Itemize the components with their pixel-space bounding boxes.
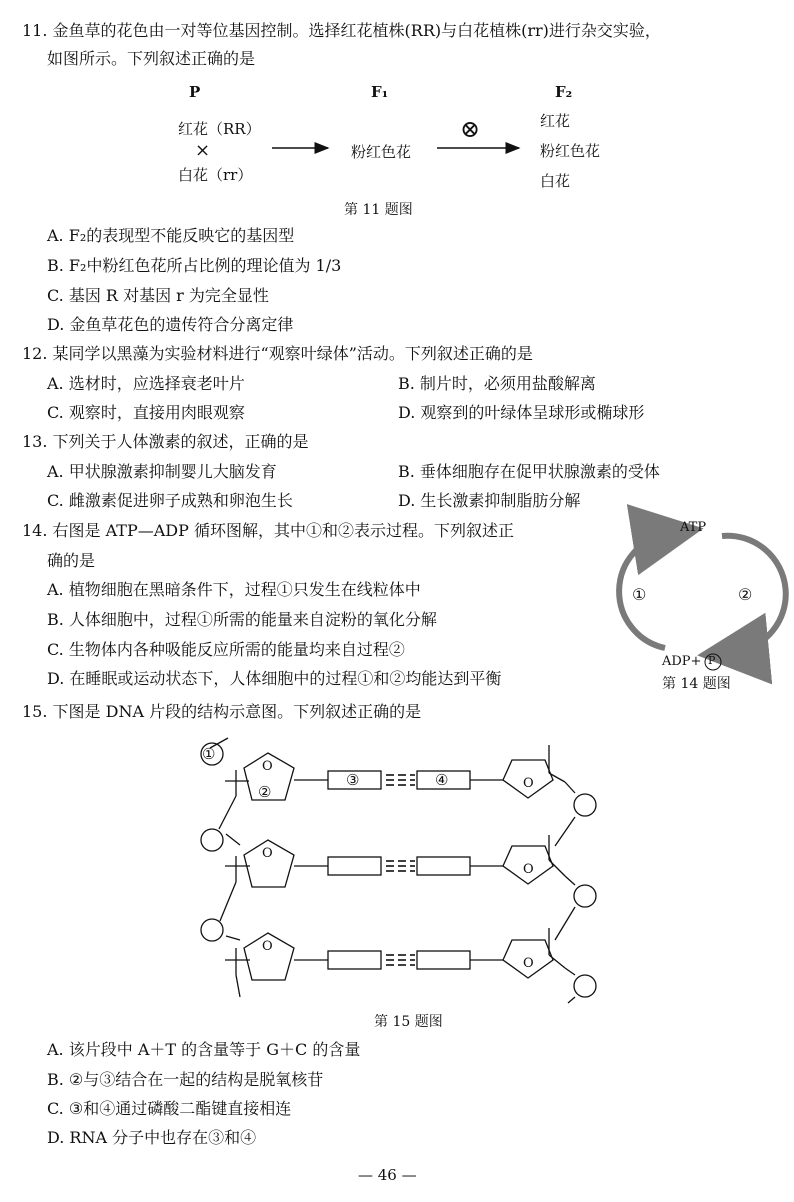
hydrogen-bonds: [386, 775, 415, 965]
sugar-oxygen: O: [262, 759, 273, 774]
phosphate-circle: [201, 829, 223, 851]
f1-label: F₁: [371, 83, 389, 101]
process-1-label: ①: [632, 585, 647, 604]
backbone-line: [220, 882, 236, 921]
q14-caption: 第 14 题图: [662, 676, 731, 692]
atp-label: ATP: [680, 520, 707, 535]
q14-stem-line2: 确的是: [47, 551, 96, 570]
q14-option-a: A. 植物细胞在黑暗条件下，过程①只发生在线粒体中: [47, 580, 421, 599]
q13-option-c: C. 雌激素促进卵子成熟和卵泡生长: [47, 491, 293, 510]
q13-stem: 13. 下列关于人体激素的叙述，正确的是: [22, 432, 309, 451]
backbone-line: [226, 834, 240, 845]
q12-stem: 12. 某同学以黑藻为实验材料进行“观察叶绿体”活动。下列叙述正确的是: [22, 344, 533, 363]
q15-stem: 15. 下图是 DNA 片段的结构示意图。下列叙述正确的是: [22, 702, 422, 721]
f2-white: 白花: [540, 172, 571, 190]
f2-label: F₂: [555, 83, 573, 101]
q14-option-d: D. 在睡眠或运动状态下，人体细胞中的过程①和②均能达到平衡: [47, 669, 502, 688]
sugar-oxygen: O: [262, 846, 273, 861]
q14-stem-line1: 14. 右图是 ATP—ADP 循环图解，其中①和②表示过程。下列叙述正: [22, 521, 514, 540]
f2-red: 红花: [540, 112, 571, 130]
q13-option-d: D. 生长激素抑制脂肪分解: [398, 491, 581, 510]
phosphate-label: P: [708, 654, 716, 667]
phosphate-circle: [201, 919, 223, 941]
backbone-line: [226, 936, 240, 940]
phosphate-circle: [574, 975, 596, 997]
base-rect: [417, 857, 470, 875]
q11-option-b: B. F₂中粉红色花所占比例的理论值为 1/3: [47, 256, 342, 275]
q14-option-c: C. 生物体内各种吸能反应所需的能量均来自过程②: [47, 640, 405, 659]
process-2-label: ②: [738, 585, 753, 604]
f1-phenotype: 粉红色花: [351, 143, 412, 161]
q15-option-b: B. ②与③结合在一起的结构是脱氧核苷: [47, 1070, 324, 1089]
page-number: — 46 —: [358, 1166, 417, 1184]
q11-caption: 第 11 题图: [344, 202, 413, 218]
q11-option-d: D. 金鱼草花色的遗传符合分离定律: [47, 315, 294, 334]
q15-option-a: A. 该片段中 A＋T 的含量等于 G＋C 的含量: [47, 1040, 361, 1059]
f2-pink: 粉红色花: [540, 142, 601, 160]
q11-option-c: C. 基因 R 对基因 r 为完全显性: [47, 286, 269, 305]
sugar-oxygen: O: [523, 956, 534, 971]
backbone-line: [565, 876, 575, 885]
backbone-line: [555, 817, 575, 846]
backbone-line: [555, 907, 575, 940]
p-red-flower: 红花（RR）: [178, 120, 261, 138]
q12-option-b: B. 制片时，必须用盐酸解离: [398, 374, 596, 393]
sugar-oxygen: O: [523, 776, 534, 791]
adp-label: ADP+: [662, 654, 702, 669]
phosphate-circle: [574, 794, 596, 816]
base-rect: [328, 857, 381, 875]
backbone-line: [565, 968, 575, 975]
selfing-symbol: ⊗: [460, 115, 481, 143]
q15-option-d: D. RNA 分子中也存在③和④: [47, 1128, 257, 1147]
cross-symbol: ×: [195, 140, 211, 161]
q13-option-b: B. 垂体细胞存在促甲状腺激素的受体: [398, 462, 660, 481]
q11-option-a: A. F₂的表现型不能反映它的基因型: [47, 226, 295, 245]
q12-option-a: A. 选材时，应选择衰老叶片: [47, 374, 245, 393]
label-4: ④: [435, 771, 449, 789]
q11-stem-line1: 11. 金鱼草的花色由一对等位基因控制。选择红花植株(RR)与白花植株(rr)进行杂交实验，: [22, 21, 661, 40]
q13-option-a: A. 甲状腺激素抑制婴儿大脑发育: [47, 462, 277, 481]
base-rect: [328, 951, 381, 969]
backbone-line: [236, 975, 240, 997]
q15-caption: 第 15 题图: [374, 1014, 443, 1030]
backbone-line: [565, 782, 575, 793]
label-2: ②: [258, 783, 272, 801]
backbone-line: [219, 796, 236, 829]
sugar-oxygen: O: [262, 939, 273, 954]
p-label: P: [189, 83, 201, 101]
backbone-line: [568, 997, 575, 1003]
q12-option-d: D. 观察到的叶绿体呈球形或椭球形: [398, 403, 645, 422]
p-white-flower: 白花（rr）: [178, 166, 253, 184]
sugar-oxygen: O: [523, 862, 534, 877]
phosphate-circle: [574, 885, 596, 907]
q12-option-c: C. 观察时，直接用肉眼观察: [47, 403, 245, 422]
label-1: ①: [202, 745, 216, 763]
q14-option-b: B. 人体细胞中，过程①所需的能量来自淀粉的氧化分解: [47, 610, 437, 629]
q11-stem-line2: 如图所示。下列叙述正确的是: [47, 49, 256, 68]
label-3: ③: [346, 771, 360, 789]
q15-option-c: C. ③和④通过磷酸二酯键直接相连: [47, 1099, 292, 1118]
base-rect: [417, 951, 470, 969]
backbone-line: [549, 860, 565, 876]
